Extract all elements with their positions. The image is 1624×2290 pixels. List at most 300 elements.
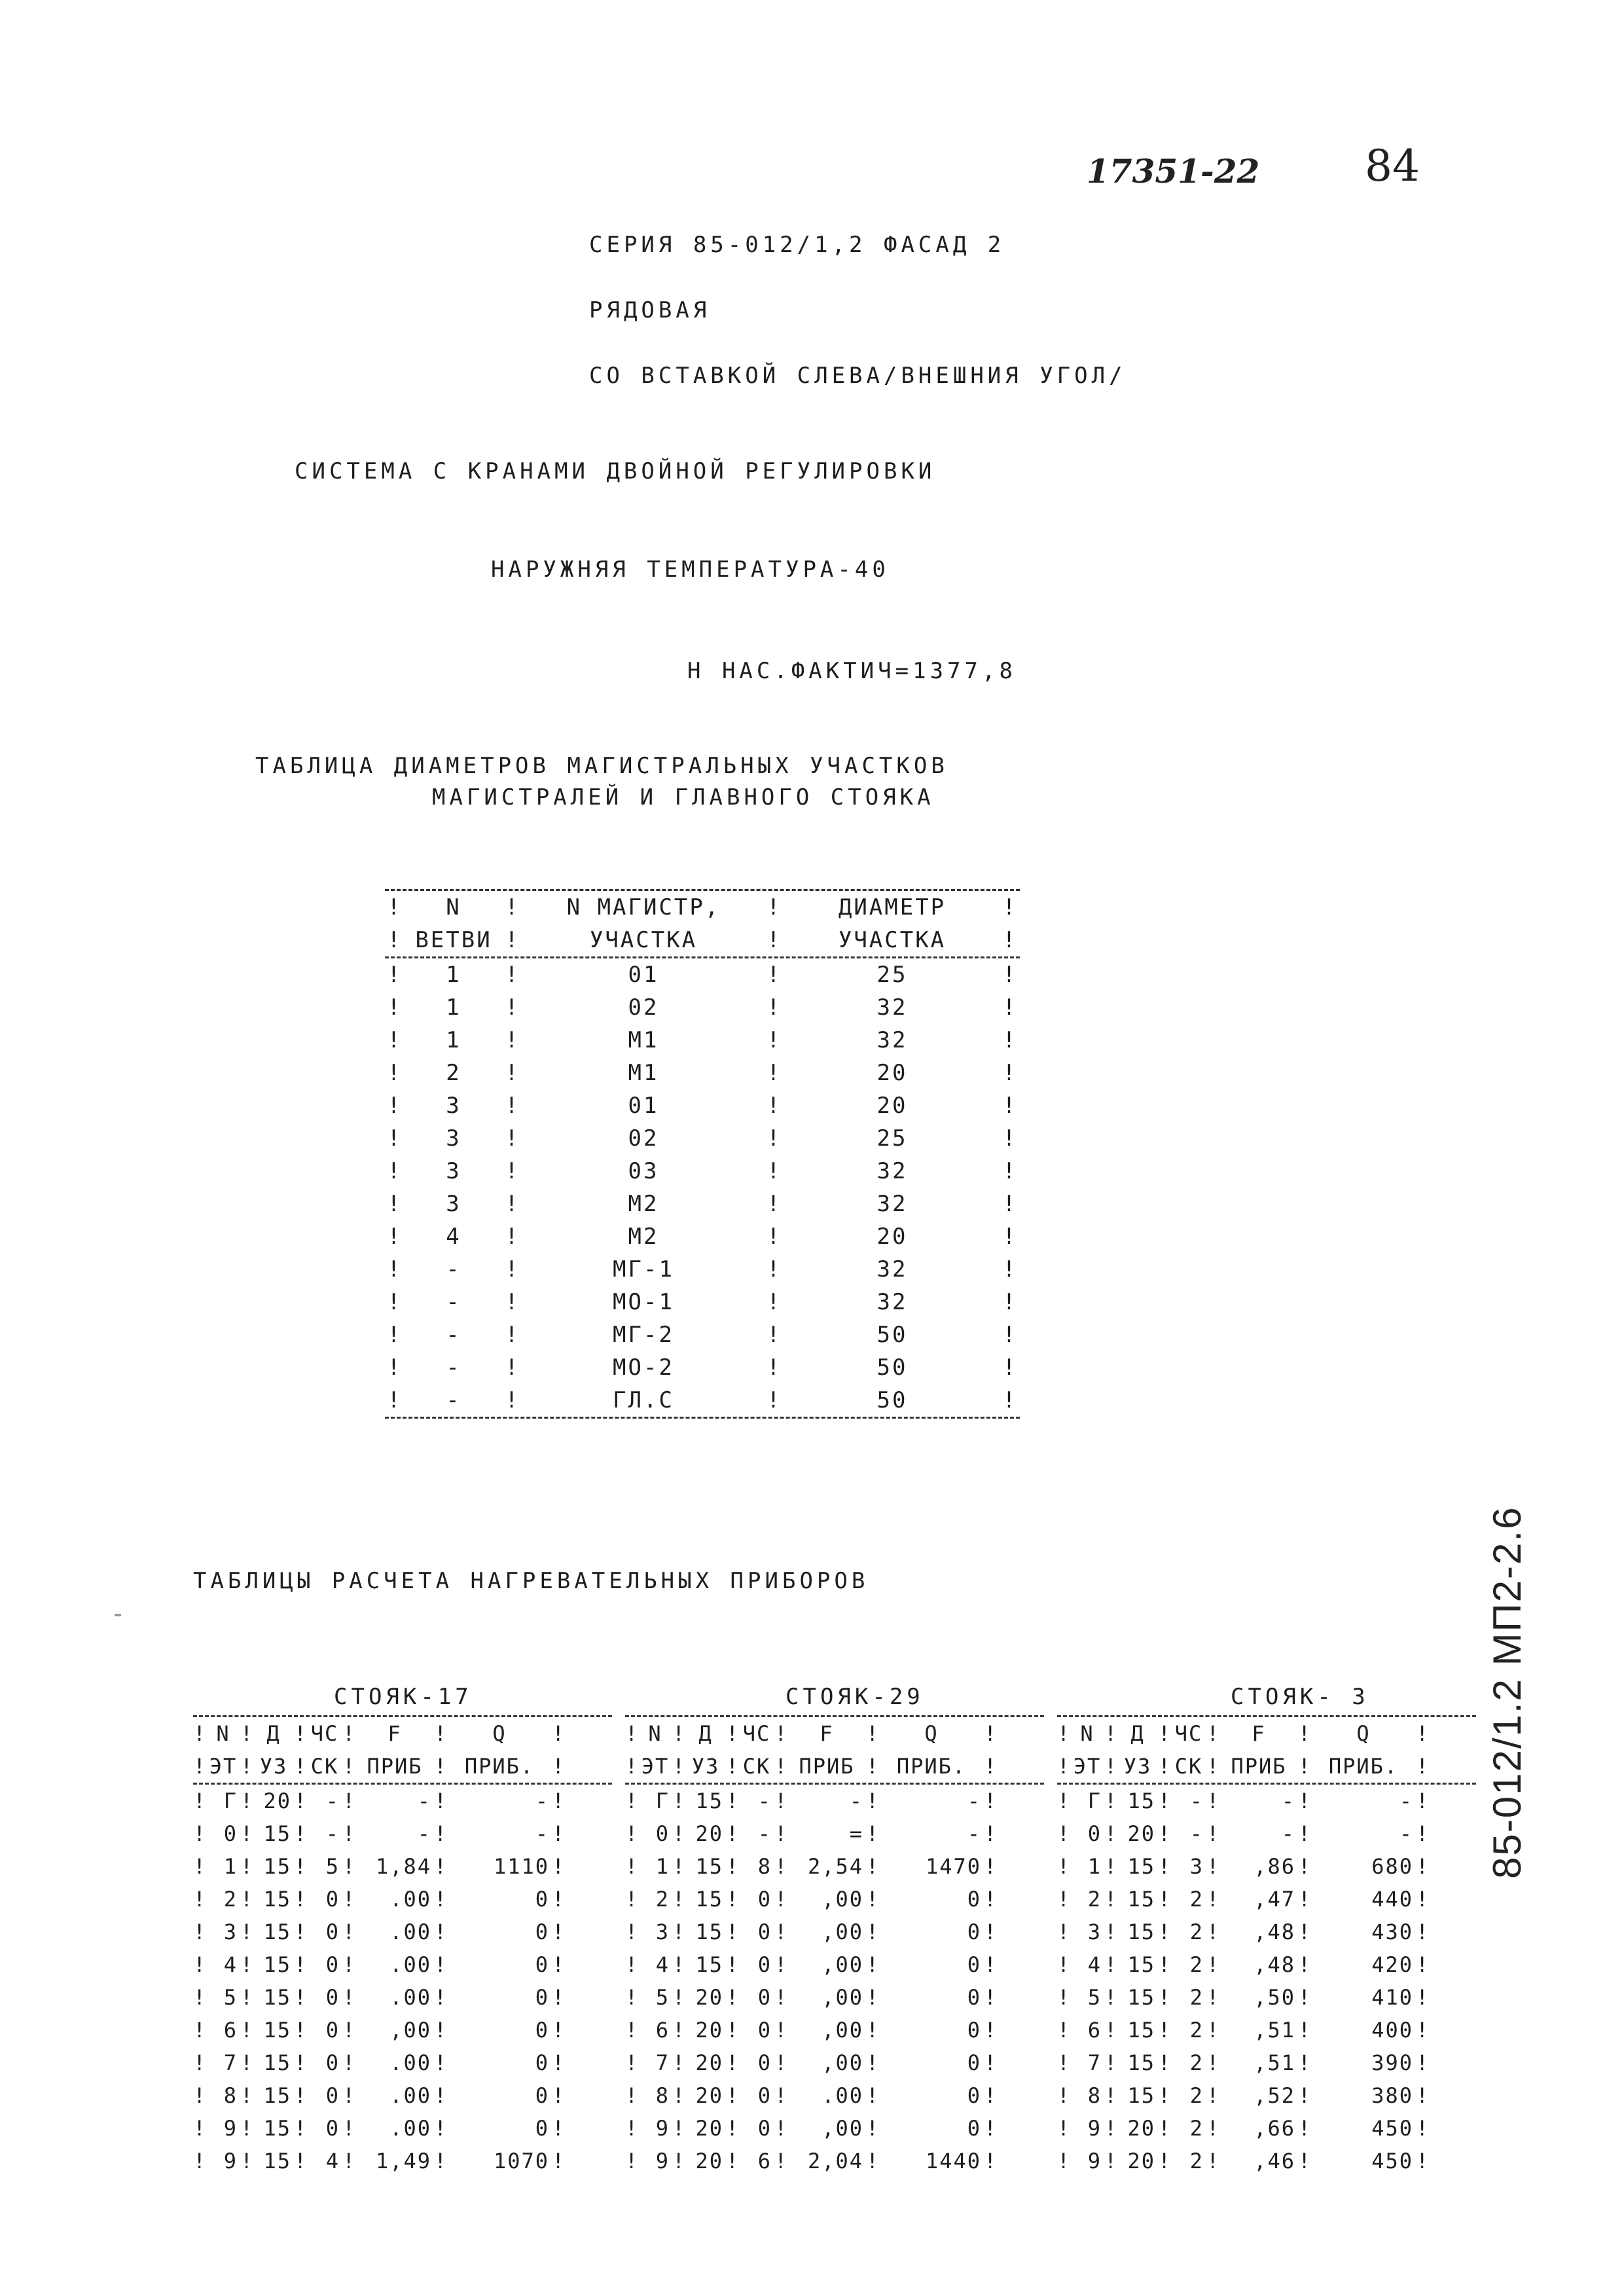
table-cell: 390 bbox=[1371, 2050, 1413, 2075]
table-cell: 15 bbox=[695, 1789, 723, 1813]
section-variant: СО ВСТАВКОЙ СЛЕВА/ВНЕШНИЯ УГОЛ/ bbox=[589, 363, 1127, 389]
column-separator: ! bbox=[774, 2083, 789, 2108]
table-cell: 0 bbox=[535, 1985, 549, 2010]
table-cell: 0 bbox=[535, 2050, 549, 2075]
column-separator: ! bbox=[1057, 2050, 1072, 2075]
column-separator: ! bbox=[1206, 2018, 1221, 2043]
table-row bbox=[193, 2112, 612, 2145]
table-cell: 9 bbox=[1087, 2149, 1102, 2173]
table-cell: 03 bbox=[628, 1158, 659, 1184]
table-cell: 01 bbox=[628, 962, 659, 988]
table-cell: - bbox=[446, 1322, 461, 1348]
table-cell: 8 bbox=[655, 2083, 670, 2108]
column-separator: ! bbox=[505, 1387, 520, 1413]
column-separator: ! bbox=[505, 1125, 520, 1152]
column-separator: ! bbox=[505, 1060, 520, 1086]
column-separator: ! bbox=[1158, 1721, 1172, 1746]
table-cell: 0 bbox=[325, 2083, 340, 2108]
table-cell: - bbox=[1399, 1821, 1413, 1846]
column-separator: ! bbox=[434, 2018, 448, 2043]
column-separator: ! bbox=[552, 1721, 566, 1746]
section-type: РЯДОВАЯ bbox=[589, 297, 711, 323]
column-separator: ! bbox=[1057, 1952, 1072, 1977]
table-cell: 15 bbox=[1127, 1985, 1155, 2010]
column-separator: ! bbox=[193, 2050, 208, 2075]
table-row bbox=[1057, 1981, 1476, 2014]
column-separator: ! bbox=[866, 1887, 880, 1912]
header-cell: УЧАСТКА bbox=[838, 927, 947, 953]
table-cell: 1 bbox=[446, 1027, 461, 1053]
column-separator: ! bbox=[387, 1289, 403, 1315]
column-separator: ! bbox=[625, 2083, 640, 2108]
table-cell: - bbox=[535, 1821, 549, 1846]
table-row bbox=[385, 991, 1020, 1024]
column-separator: ! bbox=[1057, 1919, 1072, 1944]
column-separator: ! bbox=[434, 2083, 448, 2108]
column-separator: ! bbox=[294, 2083, 308, 2108]
table-cell: 2 bbox=[655, 1887, 670, 1912]
column-separator: ! bbox=[866, 2083, 880, 2108]
column-separator: ! bbox=[505, 1289, 520, 1315]
column-separator: ! bbox=[984, 1754, 998, 1779]
header-cell: Д bbox=[266, 1721, 281, 1746]
column-separator: ! bbox=[726, 1789, 740, 1813]
table-cell: 0 bbox=[967, 1887, 981, 1912]
table-cell: МО-2 bbox=[613, 1354, 674, 1381]
column-separator: ! bbox=[1158, 1887, 1172, 1912]
column-separator: ! bbox=[342, 2116, 357, 2141]
column-separator: ! bbox=[240, 2018, 255, 2043]
column-separator: ! bbox=[726, 2050, 740, 2075]
column-separator: ! bbox=[552, 1952, 566, 1977]
column-separator: ! bbox=[434, 1789, 448, 1813]
table-cell: 440 bbox=[1371, 1887, 1413, 1912]
table-cell: 0 bbox=[535, 1952, 549, 1977]
document-number: 17351-22 bbox=[1087, 152, 1260, 191]
column-separator: ! bbox=[726, 2149, 740, 2173]
table-cell: 20 bbox=[876, 1224, 908, 1250]
table-cell: 02 bbox=[628, 994, 659, 1021]
table-cell: 1 bbox=[1087, 1854, 1102, 1879]
column-separator: ! bbox=[1416, 2083, 1430, 2108]
table-cell: 32 bbox=[876, 1256, 908, 1282]
table-cell: 8 bbox=[757, 1854, 772, 1879]
column-separator: ! bbox=[240, 1721, 255, 1746]
column-separator: ! bbox=[342, 2018, 357, 2043]
column-separator: ! bbox=[193, 1789, 208, 1813]
header-cell: СК bbox=[1174, 1754, 1203, 1779]
column-separator: ! bbox=[984, 2083, 998, 2108]
table-row bbox=[193, 1948, 612, 1981]
column-separator: ! bbox=[625, 1754, 640, 1779]
table-cell: 1 bbox=[655, 1854, 670, 1879]
diameter-table bbox=[385, 889, 1020, 1419]
column-separator: ! bbox=[387, 1125, 403, 1152]
column-separator: ! bbox=[1298, 1789, 1312, 1813]
header-cell: F bbox=[388, 1721, 402, 1746]
header-cell: N МАГИСТР, bbox=[566, 894, 721, 920]
riser-title: СТОЯК-17 bbox=[334, 1684, 473, 1710]
column-separator: ! bbox=[240, 1754, 255, 1779]
table-cell: 2,04 bbox=[807, 2149, 863, 2173]
column-separator: ! bbox=[1002, 1093, 1018, 1119]
column-separator: ! bbox=[984, 1789, 998, 1813]
column-separator: ! bbox=[984, 2116, 998, 2141]
table-cell: 0 bbox=[967, 1952, 981, 1977]
column-separator: ! bbox=[387, 962, 403, 988]
riser-title: СТОЯК-29 bbox=[785, 1684, 924, 1710]
column-separator: ! bbox=[1057, 2116, 1072, 2141]
column-separator: ! bbox=[240, 1854, 255, 1879]
header-cell: ПРИБ bbox=[1231, 1754, 1287, 1779]
table-cell: 1,84 bbox=[375, 1854, 431, 1879]
table-cell: 0 bbox=[325, 2050, 340, 2075]
table-cell: МО-1 bbox=[613, 1289, 674, 1315]
table-cell: - bbox=[967, 1789, 981, 1813]
column-separator: ! bbox=[625, 2149, 640, 2173]
column-separator: ! bbox=[726, 1952, 740, 1977]
column-separator: ! bbox=[505, 1322, 520, 1348]
column-separator: ! bbox=[1416, 2018, 1430, 2043]
table-cell: 2 bbox=[1189, 2083, 1204, 2108]
table-cell: 450 bbox=[1371, 2116, 1413, 2141]
table-cell: 4 bbox=[446, 1224, 461, 1250]
table-cell: 32 bbox=[876, 1027, 908, 1053]
table-cell: 32 bbox=[876, 1289, 908, 1315]
column-separator: ! bbox=[672, 2018, 687, 2043]
table-header-row bbox=[193, 1750, 612, 1783]
table-cell: - bbox=[757, 1789, 772, 1813]
table-header-row bbox=[625, 1717, 1044, 1750]
table-cell: - bbox=[446, 1354, 461, 1381]
column-separator: ! bbox=[434, 1952, 448, 1977]
column-separator: ! bbox=[1158, 1952, 1172, 1977]
table-cell: 3 bbox=[446, 1125, 461, 1152]
column-separator: ! bbox=[767, 994, 782, 1021]
table-row bbox=[193, 2079, 612, 2112]
column-separator: ! bbox=[672, 1754, 687, 1779]
header-cell: ПРИБ. bbox=[896, 1754, 967, 1779]
column-separator: ! bbox=[1206, 1952, 1221, 1977]
table-cell: 20 bbox=[876, 1093, 908, 1119]
column-separator: ! bbox=[984, 1985, 998, 2010]
table-row bbox=[385, 1188, 1020, 1220]
column-separator: ! bbox=[767, 1256, 782, 1282]
table-header-row bbox=[1057, 1717, 1476, 1750]
table-row bbox=[193, 1785, 612, 1817]
column-separator: ! bbox=[1057, 1887, 1072, 1912]
table-row bbox=[1057, 2112, 1476, 2145]
diameter-table-subtitle: МАГИСТРАЛЕЙ И ГЛАВНОГО СТОЯКА bbox=[432, 784, 935, 810]
table-cell: 20 bbox=[1127, 2116, 1155, 2141]
table-cell: 15 bbox=[263, 1985, 291, 2010]
table-row bbox=[625, 1817, 1044, 1850]
column-separator: ! bbox=[767, 962, 782, 988]
table-row bbox=[385, 1318, 1020, 1351]
table-row bbox=[193, 1916, 612, 1948]
column-separator: ! bbox=[240, 1789, 255, 1813]
table-cell: 0 bbox=[967, 1985, 981, 2010]
table-cell: М2 bbox=[628, 1224, 659, 1250]
header-cell: ПРИБ bbox=[367, 1754, 423, 1779]
table-cell: ,48 bbox=[1254, 1919, 1295, 1944]
column-separator: ! bbox=[505, 962, 520, 988]
column-separator: ! bbox=[1158, 2050, 1172, 2075]
table-cell: МГ-1 bbox=[613, 1256, 674, 1282]
column-separator: ! bbox=[1057, 1789, 1072, 1813]
column-separator: ! bbox=[552, 2083, 566, 2108]
column-separator: ! bbox=[1104, 2116, 1119, 2141]
table-cell: 8 bbox=[1087, 2083, 1102, 2108]
table-cell: 4 bbox=[655, 1952, 670, 1977]
column-separator: ! bbox=[1057, 1754, 1072, 1779]
column-separator: ! bbox=[342, 2149, 357, 2173]
header-cell: УЗ bbox=[691, 1754, 720, 1779]
column-separator: ! bbox=[726, 1754, 740, 1779]
table-cell: 2 bbox=[1087, 1887, 1102, 1912]
header-cell: Q bbox=[924, 1721, 939, 1746]
header-cell: N bbox=[648, 1721, 662, 1746]
column-separator: ! bbox=[1206, 1789, 1221, 1813]
column-separator: ! bbox=[342, 1919, 357, 1944]
table-cell: - bbox=[1189, 1789, 1204, 1813]
column-separator: ! bbox=[193, 1854, 208, 1879]
column-separator: ! bbox=[1416, 2116, 1430, 2141]
table-cell: 3 bbox=[1087, 1919, 1102, 1944]
column-separator: ! bbox=[672, 2116, 687, 2141]
table-cell: 15 bbox=[1127, 1854, 1155, 1879]
table-cell: 0 bbox=[967, 1919, 981, 1944]
column-separator: ! bbox=[387, 1027, 403, 1053]
column-separator: ! bbox=[672, 2149, 687, 2173]
table-row bbox=[625, 2014, 1044, 2046]
table-cell: 3 bbox=[446, 1093, 461, 1119]
column-separator: ! bbox=[1057, 1821, 1072, 1846]
table-cell: 25 bbox=[876, 962, 908, 988]
column-separator: ! bbox=[552, 1985, 566, 2010]
column-separator: ! bbox=[1298, 1754, 1312, 1779]
column-separator: ! bbox=[1104, 2018, 1119, 2043]
column-separator: ! bbox=[1002, 1322, 1018, 1348]
column-separator: ! bbox=[1206, 2083, 1221, 2108]
header-cell: F bbox=[1252, 1721, 1266, 1746]
column-separator: ! bbox=[625, 2018, 640, 2043]
table-cell: 20 bbox=[695, 2083, 723, 2108]
table-cell: - bbox=[1281, 1821, 1295, 1846]
column-separator: ! bbox=[342, 2083, 357, 2108]
table-row bbox=[1057, 1916, 1476, 1948]
column-separator: ! bbox=[774, 1721, 789, 1746]
column-separator: ! bbox=[1104, 1854, 1119, 1879]
table-cell: .00 bbox=[389, 1952, 431, 1977]
column-separator: ! bbox=[434, 1985, 448, 2010]
column-separator: ! bbox=[672, 1854, 687, 1879]
table-cell: 0 bbox=[325, 1887, 340, 1912]
column-separator: ! bbox=[1416, 1721, 1430, 1746]
table-cell: 0 bbox=[325, 1985, 340, 2010]
table-cell: ,66 bbox=[1254, 2116, 1295, 2141]
column-separator: ! bbox=[672, 1887, 687, 1912]
column-separator: ! bbox=[672, 1919, 687, 1944]
column-separator: ! bbox=[1298, 1854, 1312, 1879]
table-cell: 6 bbox=[655, 2018, 670, 2043]
table-row bbox=[1057, 2014, 1476, 2046]
column-separator: ! bbox=[866, 1721, 880, 1746]
column-separator: ! bbox=[1416, 1985, 1430, 2010]
column-separator: ! bbox=[1104, 1919, 1119, 1944]
header-cell: УЗ bbox=[1123, 1754, 1152, 1779]
table-cell: .00 bbox=[389, 1887, 431, 1912]
table-cell: М1 bbox=[628, 1027, 659, 1053]
column-separator: ! bbox=[294, 1721, 308, 1746]
scan-speck bbox=[115, 1614, 121, 1616]
column-separator: ! bbox=[505, 1093, 520, 1119]
table-cell: 0 bbox=[757, 1919, 772, 1944]
table-row bbox=[385, 1253, 1020, 1286]
column-separator: ! bbox=[726, 1919, 740, 1944]
column-separator: ! bbox=[672, 2050, 687, 2075]
column-separator: ! bbox=[193, 1887, 208, 1912]
table-cell: 0 bbox=[535, 2116, 549, 2141]
table-cell: 4 bbox=[223, 1952, 238, 1977]
column-separator: ! bbox=[240, 2050, 255, 2075]
column-separator: ! bbox=[342, 1854, 357, 1879]
table-row bbox=[1057, 1850, 1476, 1883]
column-separator: ! bbox=[625, 2050, 640, 2075]
table-cell: 4 bbox=[1087, 1952, 1102, 1977]
column-separator: ! bbox=[552, 1754, 566, 1779]
table-cell: 15 bbox=[1127, 1789, 1155, 1813]
table-cell: 25 bbox=[876, 1125, 908, 1152]
table-cell: ,00 bbox=[389, 2018, 431, 2043]
column-separator: ! bbox=[1057, 2018, 1072, 2043]
column-separator: ! bbox=[387, 1322, 403, 1348]
table-cell: 0 bbox=[967, 2116, 981, 2141]
table-cell: - bbox=[325, 1821, 340, 1846]
table-cell: 15 bbox=[1127, 2050, 1155, 2075]
table-cell: ,51 bbox=[1254, 2050, 1295, 2075]
column-separator: ! bbox=[866, 1754, 880, 1779]
column-separator: ! bbox=[767, 1387, 782, 1413]
column-separator: ! bbox=[625, 1721, 640, 1746]
table-cell: 680 bbox=[1371, 1854, 1413, 1879]
table-cell: 0 bbox=[535, 1919, 549, 1944]
outdoor-temperature: НАРУЖНЯЯ ТЕМПЕРАТУРА-40 bbox=[491, 556, 890, 583]
column-separator: ! bbox=[342, 1952, 357, 1977]
table-cell: ,52 bbox=[1254, 2083, 1295, 2108]
table-cell: 15 bbox=[263, 1919, 291, 1944]
column-separator: ! bbox=[193, 2116, 208, 2141]
header-cell: N bbox=[446, 894, 461, 920]
column-separator: ! bbox=[193, 2083, 208, 2108]
table-cell: - bbox=[967, 1821, 981, 1846]
table-cell: 0 bbox=[757, 1985, 772, 2010]
column-separator: ! bbox=[505, 1256, 520, 1282]
column-separator: ! bbox=[1416, 2149, 1430, 2173]
column-separator: ! bbox=[866, 2050, 880, 2075]
column-separator: ! bbox=[387, 994, 403, 1021]
header-cell: ЭТ bbox=[641, 1754, 670, 1779]
table-cell: 15 bbox=[1127, 2083, 1155, 2108]
table-cell: .00 bbox=[389, 2050, 431, 2075]
header-cell: УЧАСТКА bbox=[589, 927, 698, 953]
table-cell: 3 bbox=[446, 1191, 461, 1217]
table-cell: 1 bbox=[446, 994, 461, 1021]
table-row bbox=[1057, 1785, 1476, 1817]
column-separator: ! bbox=[1416, 1919, 1430, 1944]
column-separator: ! bbox=[767, 1322, 782, 1348]
column-separator: ! bbox=[984, 1721, 998, 1746]
column-separator: ! bbox=[1057, 1985, 1072, 2010]
table-row bbox=[385, 1351, 1020, 1384]
column-separator: ! bbox=[294, 2018, 308, 2043]
table-cell: ,00 bbox=[821, 2116, 863, 2141]
system-title: СИСТЕМА С КРАНАМИ ДВОЙНОЙ РЕГУЛИРОВКИ bbox=[295, 458, 936, 484]
table-cell: 2 bbox=[1189, 2018, 1204, 2043]
table-header-row: ! N ! N МАГИСТР, ! ДИАМЕТР ! bbox=[387, 894, 1018, 920]
column-separator: ! bbox=[774, 1919, 789, 1944]
column-separator: ! bbox=[625, 1919, 640, 1944]
column-separator: ! bbox=[1416, 1854, 1430, 1879]
column-separator: ! bbox=[774, 2018, 789, 2043]
column-separator: ! bbox=[774, 2149, 789, 2173]
column-separator: ! bbox=[240, 2149, 255, 2173]
table-cell: 15 bbox=[263, 2018, 291, 2043]
table-cell: .00 bbox=[389, 2083, 431, 2108]
column-separator: ! bbox=[1298, 1821, 1312, 1846]
column-separator: ! bbox=[552, 1919, 566, 1944]
table-cell: 20 bbox=[1127, 2149, 1155, 2173]
header-cell: СК bbox=[310, 1754, 339, 1779]
table-header-row: ! ВЕТВИ ! УЧАСТКА ! УЧАСТКА ! bbox=[387, 927, 1018, 953]
table-cell: 0 bbox=[325, 1952, 340, 1977]
column-separator: ! bbox=[294, 1919, 308, 1944]
table-cell: 0 bbox=[967, 2083, 981, 2108]
column-separator: ! bbox=[240, 1919, 255, 1944]
column-separator: ! bbox=[240, 2116, 255, 2141]
column-separator: ! bbox=[1104, 2083, 1119, 2108]
table-row bbox=[625, 1785, 1044, 1817]
header-cell: N bbox=[216, 1721, 230, 1746]
table-cell: 0 bbox=[535, 2018, 549, 2043]
table-cell: 15 bbox=[263, 1854, 291, 1879]
table-cell: 1470 bbox=[925, 1854, 981, 1879]
column-separator: ! bbox=[1158, 1854, 1172, 1879]
side-stamp: 85-012/1.2 МП2-2.6 bbox=[1485, 1506, 1529, 1879]
column-separator: ! bbox=[193, 1985, 208, 2010]
column-separator: ! bbox=[1002, 1387, 1018, 1413]
series-line: СЕРИЯ 85-012/1,2 ФАСАД 2 bbox=[589, 232, 1005, 258]
header-cell: N bbox=[1080, 1721, 1094, 1746]
column-separator: ! bbox=[1158, 2149, 1172, 2173]
header-cell: ПРИБ. bbox=[1328, 1754, 1399, 1779]
table-cell: - bbox=[1281, 1789, 1295, 1813]
table-cell: - bbox=[446, 1387, 461, 1413]
column-separator: ! bbox=[672, 1952, 687, 1977]
column-separator: ! bbox=[1206, 1919, 1221, 1944]
column-separator: ! bbox=[342, 1789, 357, 1813]
column-separator: ! bbox=[505, 1354, 520, 1381]
column-separator: ! bbox=[1206, 2116, 1221, 2141]
column-separator: ! bbox=[294, 1821, 308, 1846]
column-separator: ! bbox=[1057, 2083, 1072, 2108]
column-separator: ! bbox=[866, 1789, 880, 1813]
table-rule bbox=[385, 1417, 1020, 1419]
table-cell: 15 bbox=[695, 1854, 723, 1879]
column-separator: ! bbox=[434, 1821, 448, 1846]
table-cell: 3 bbox=[1189, 1854, 1204, 1879]
column-separator: ! bbox=[1104, 2149, 1119, 2173]
